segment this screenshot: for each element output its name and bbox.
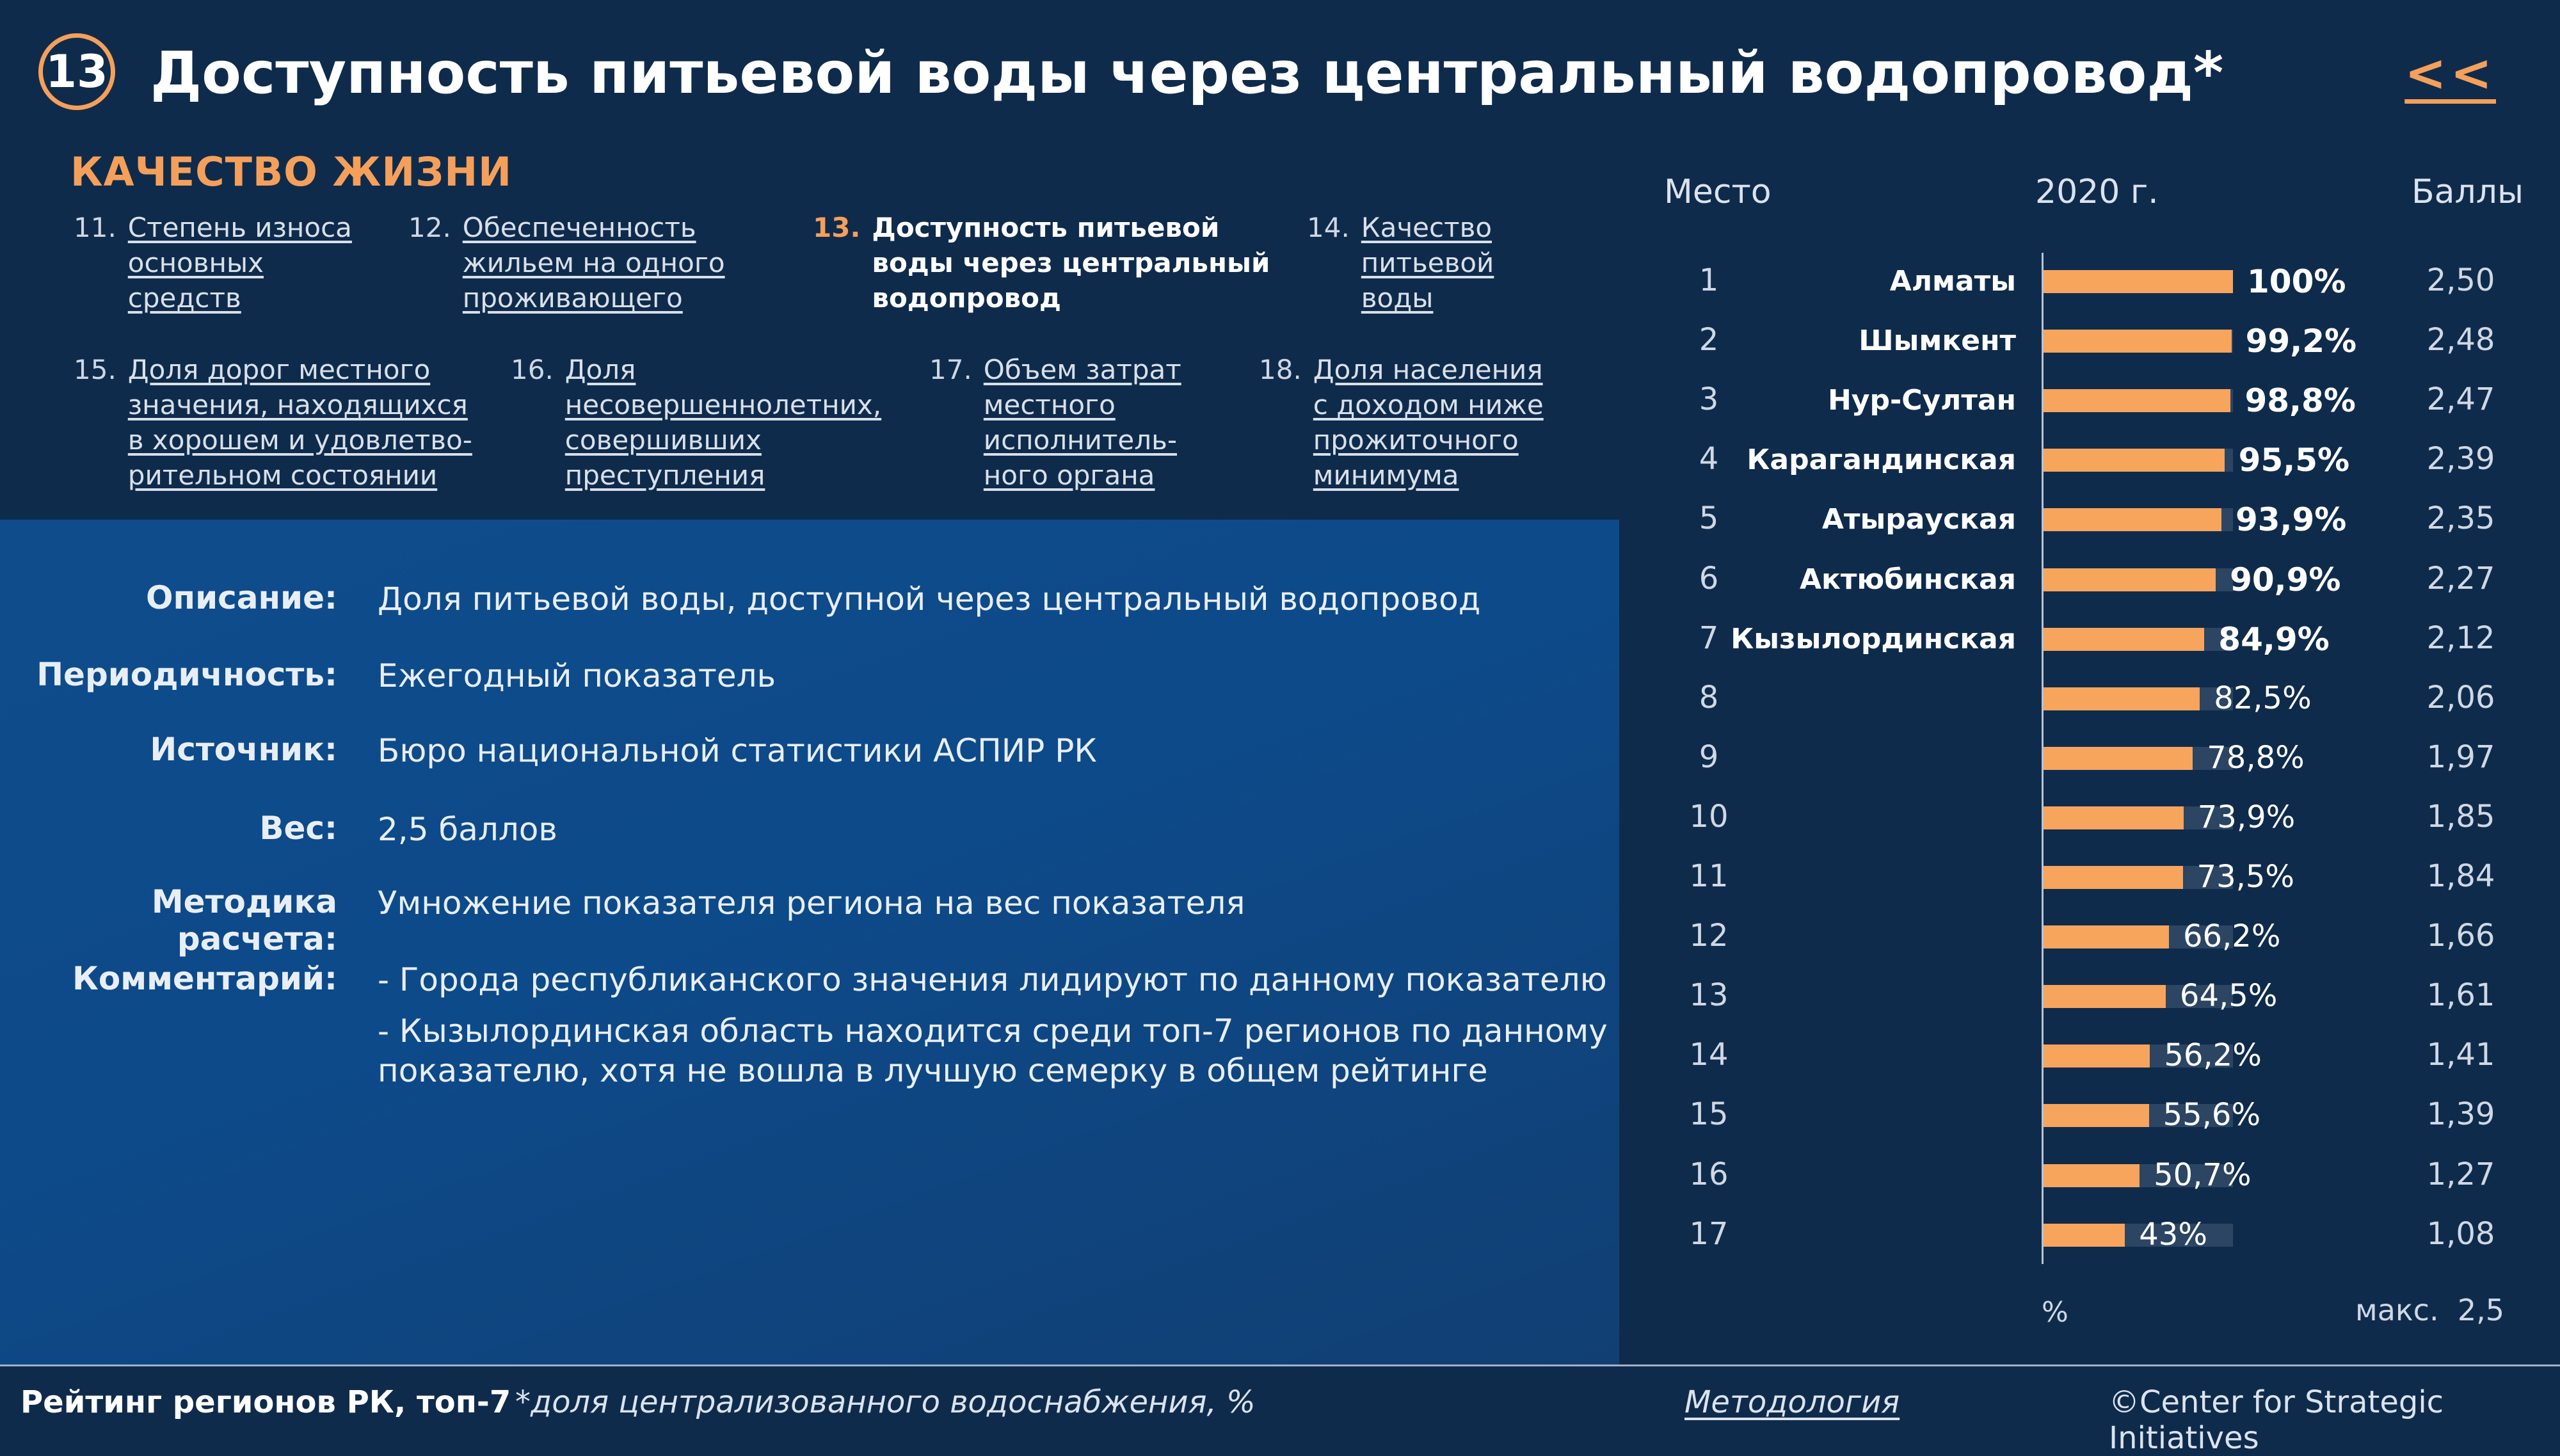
nav-item-number: 13. xyxy=(813,212,861,243)
methodology-link[interactable]: Методология xyxy=(1684,1384,1900,1420)
footer-divider xyxy=(0,1364,2560,1366)
chart-bar xyxy=(2044,1164,2140,1187)
chart-max-label: макс. 2,5 xyxy=(2355,1293,2504,1327)
nav-item-15[interactable] xyxy=(74,352,472,493)
chart-score: 2,27 xyxy=(2426,560,2495,596)
chart-value-label: 100% xyxy=(2247,263,2346,300)
chart-col-rank: Место xyxy=(1664,173,1772,211)
chart-rank: 6 xyxy=(1699,560,1719,596)
chart-rank: 13 xyxy=(1689,977,1729,1014)
comment-item: - Кызылординская область находится среди топ-7 регионов по данному показателю, хотя не вошла в лучшую семерку в общем рейтинге xyxy=(378,1012,1608,1089)
chart-rank: 3 xyxy=(1699,381,1719,418)
chart-score: 2,50 xyxy=(2426,262,2495,298)
chart-bar xyxy=(2044,866,2183,889)
chart-score: 2,47 xyxy=(2426,381,2495,418)
source-value: Бюро национальной статистики АСПИР РК xyxy=(378,732,1097,769)
nav-item-17[interactable] xyxy=(929,352,1181,493)
chart-rank: 8 xyxy=(1699,679,1719,716)
nav-item-label[interactable]: Доля дорог местного значения, находящихся в хорошем и удовлетво- рительном состоянии xyxy=(127,354,472,491)
nav-item-number: 14. xyxy=(1307,212,1350,243)
chart-unit-label: % xyxy=(2042,1296,2068,1329)
chart-value-label: 99,2% xyxy=(2245,323,2357,360)
section-title: КАЧЕСТВО ЖИЗНИ xyxy=(70,148,513,195)
periodicity-label: Периодичность: xyxy=(36,656,337,693)
chart-bar xyxy=(2044,925,2169,948)
method-value: Умножение показателя региона на вес показателя xyxy=(378,884,1245,922)
chart-rank: 17 xyxy=(1689,1215,1729,1252)
chart-score: 2,35 xyxy=(2426,500,2495,537)
chart-value-label: 98,8% xyxy=(2244,382,2356,420)
nav-item-label[interactable]: Обеспеченность жильем на одного проживающего xyxy=(462,212,725,314)
weight-value: 2,5 баллов xyxy=(378,811,557,848)
chart-score: 2,39 xyxy=(2426,441,2495,477)
chart-bar xyxy=(2044,1104,2149,1127)
chart-score: 1,08 xyxy=(2426,1215,2495,1252)
chart-bar xyxy=(2044,389,2230,412)
chart-region-label: Нур-Султан xyxy=(1827,384,2016,417)
chart-score: 1,41 xyxy=(2426,1037,2495,1073)
chart-rank: 4 xyxy=(1699,441,1719,477)
nav-item-number: 12. xyxy=(408,212,451,243)
chart-region-label: Карагандинская xyxy=(1747,444,2016,477)
indicator-number-badge: 13 xyxy=(38,33,115,110)
source-label: Источник: xyxy=(150,731,337,768)
chart-value-label: 64,5% xyxy=(2179,978,2278,1014)
page-title: Доступность питьевой воды через центральный водопровод* xyxy=(150,40,2224,107)
chart-value-label: 78,8% xyxy=(2207,739,2305,776)
chart-value-label: 95,5% xyxy=(2238,442,2350,479)
chart-rank: 14 xyxy=(1689,1037,1729,1073)
chart-score: 1,39 xyxy=(2426,1096,2495,1133)
chart-bar xyxy=(2044,985,2166,1008)
chart-bar xyxy=(2044,806,2184,829)
chart-score: 1,85 xyxy=(2426,798,2495,835)
comment-label: Комментарий: xyxy=(72,960,337,997)
chart-rank: 15 xyxy=(1689,1096,1729,1133)
chart-value-label: 55,6% xyxy=(2163,1097,2261,1133)
comment-item: - Города республиканского значения лидируют по данному показателю xyxy=(378,961,1607,998)
chart-rank: 16 xyxy=(1689,1156,1729,1192)
chart-bar xyxy=(2044,747,2193,770)
footer-rating-label: Рейтинг регионов РК, топ-7 xyxy=(20,1384,511,1420)
chart-rank: 9 xyxy=(1699,739,1719,775)
chart-region-label: Актюбинская xyxy=(1799,563,2016,596)
chart-bar xyxy=(2044,568,2216,591)
chart-value-label: 43% xyxy=(2139,1216,2207,1252)
periodicity-value: Ежегодный показатель xyxy=(378,657,776,694)
chart-bar xyxy=(2044,1044,2150,1068)
nav-item-label[interactable]: Качество питьевой воды xyxy=(1361,212,1494,314)
nav-item-14[interactable] xyxy=(1307,210,1494,316)
chart-score: 2,48 xyxy=(2426,322,2495,358)
chart-value-label: 66,2% xyxy=(2182,918,2281,955)
chart-value-label: 84,9% xyxy=(2218,620,2330,658)
chart-rank: 2 xyxy=(1699,322,1719,358)
chart-value-label: 93,9% xyxy=(2235,501,2347,539)
chart-rank: 10 xyxy=(1689,798,1729,835)
nav-item-16[interactable] xyxy=(511,352,881,493)
chart-value-label: 90,9% xyxy=(2230,561,2341,598)
nav-item-number: 15. xyxy=(74,354,116,385)
nav-item-12[interactable] xyxy=(408,210,725,316)
chart-bar xyxy=(2044,330,2232,353)
chart-col-year: 2020 г. xyxy=(2035,173,2159,211)
nav-item-18[interactable] xyxy=(1259,352,1544,493)
nav-item-label[interactable]: Доля населения с доходом ниже прожиточного минимума xyxy=(1313,354,1544,491)
nav-item-11[interactable] xyxy=(74,210,352,316)
nav-item-13 xyxy=(813,210,1270,316)
nav-item-label[interactable]: Объем затрат местного исполнитель- ного органа xyxy=(983,354,1181,491)
chart-value-label: 73,9% xyxy=(2197,799,2296,835)
nav-item-number: 18. xyxy=(1259,354,1302,385)
chart-score: 1,97 xyxy=(2426,739,2495,775)
chart-rank: 1 xyxy=(1699,262,1719,298)
chart-region-label: Алматы xyxy=(1889,265,2016,298)
chart-bar xyxy=(2044,1224,2125,1247)
method-label: Методика расчета: xyxy=(151,883,337,957)
chart-rank: 5 xyxy=(1699,500,1719,537)
nav-item-label: Доступность питьевой воды через центральный водопровод xyxy=(872,212,1270,314)
chart-col-score: Баллы xyxy=(2412,173,2524,211)
footer-note: *доля централизованного водоснабжения, % xyxy=(515,1384,1256,1420)
back-link[interactable]: << xyxy=(2404,45,2496,102)
chart-score: 1,61 xyxy=(2426,977,2495,1014)
copyright: ©Center for Strategic Initiatives xyxy=(2109,1384,2444,1456)
description-value: Доля питьевой воды, доступной через центральный водопровод xyxy=(378,580,1481,618)
chart-region-label: Кызылординская xyxy=(1731,622,2016,655)
weight-label: Вес: xyxy=(259,810,337,847)
chart-bar xyxy=(2044,508,2221,531)
chart-region-label: Атырауская xyxy=(1821,503,2016,536)
nav-item-number: 11. xyxy=(74,212,116,243)
chart-bar xyxy=(2044,628,2204,651)
chart-score: 2,06 xyxy=(2426,679,2495,716)
nav-item-label[interactable]: Степень износа основных средств xyxy=(127,212,352,314)
chart-bar xyxy=(2044,449,2225,472)
nav-item-number: 17. xyxy=(929,354,972,385)
chart-value-label: 50,7% xyxy=(2154,1156,2252,1193)
chart-value-label: 56,2% xyxy=(2164,1037,2262,1074)
chart-score: 1,27 xyxy=(2426,1156,2495,1192)
comment-list xyxy=(378,960,1608,1091)
chart-rank: 7 xyxy=(1699,620,1719,656)
chart-rank: 12 xyxy=(1689,918,1729,954)
chart-value-label: 82,5% xyxy=(2214,680,2312,716)
chart-score: 1,84 xyxy=(2426,858,2495,894)
chart-region-label: Шымкент xyxy=(1859,324,2016,358)
chart-score: 2,12 xyxy=(2426,620,2495,656)
nav-item-label[interactable]: Доля несовершеннолетних, совершивших преступления xyxy=(564,354,882,491)
chart-score: 1,66 xyxy=(2426,918,2495,954)
chart-value-label: 73,5% xyxy=(2196,859,2295,895)
chart-rank: 11 xyxy=(1689,858,1729,894)
nav-item-number: 16. xyxy=(511,354,554,385)
chart-bar xyxy=(2044,687,2200,710)
chart-bar xyxy=(2044,270,2233,293)
description-label: Описание: xyxy=(146,579,337,616)
